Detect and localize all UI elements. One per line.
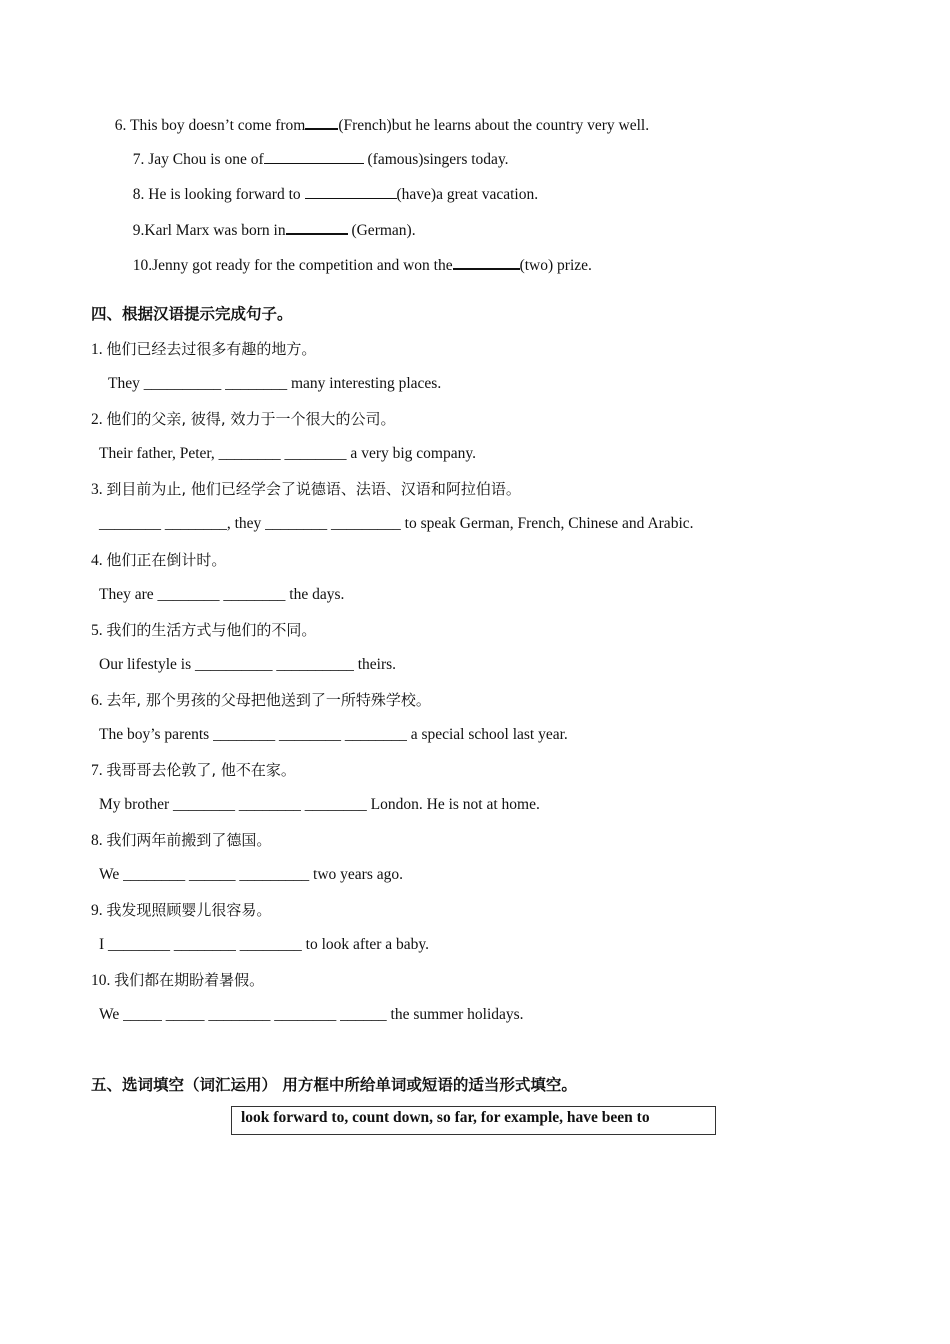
- section4-item-8-chinese: [91, 830, 271, 851]
- section4-item-5-english[interactable]: Our lifestyle is __________ __________ theirs.: [99, 656, 397, 673]
- item-text-after: (French)but he learns about the country very well.: [338, 117, 650, 134]
- item-number: 9.: [132, 222, 145, 239]
- chinese-prompt: 我发现照顾婴儿很容易。: [106, 901, 272, 919]
- section4-item-6-english[interactable]: The boy’s parents ________ ________ ________ a special school last year.: [99, 726, 568, 743]
- fill-item-10: [125, 234, 592, 276]
- section4-item-2-chinese: [91, 409, 395, 430]
- item-text-after: (two) prize.: [519, 257, 592, 274]
- item-number: 3.: [91, 481, 103, 498]
- answer-blank[interactable]: [264, 149, 364, 164]
- chinese-prompt: 他们正在倒计时。: [106, 551, 227, 569]
- section4-item-2-english[interactable]: Their father, Peter, ________ ________ a very big company.: [99, 445, 476, 462]
- section-5-heading: 五、选词填空（词汇运用） 用方框中所给单词或短语的适当形式填空。: [91, 1076, 577, 1094]
- section4-item-7-english[interactable]: My brother ________ ________ ________ London. He is not at home.: [99, 796, 540, 813]
- item-number: 10.: [132, 257, 153, 274]
- item-number: 8.: [91, 832, 103, 849]
- item-number: 8.: [132, 186, 145, 203]
- section4-item-3-chinese: [91, 479, 521, 500]
- section4-item-10-english[interactable]: We _____ _____ ________ ________ ______ the summer holidays.: [99, 1006, 524, 1023]
- word-bank-box: look forward to, count down, so far, for example, have been to: [231, 1106, 716, 1135]
- item-text-before: Jay Chou is one of: [148, 151, 264, 168]
- section4-item-10-chinese: [91, 970, 264, 991]
- answer-blank[interactable]: [305, 114, 338, 130]
- chinese-prompt: 去年, 那个男孩的父母把他送到了一所特殊学校。: [106, 691, 431, 709]
- section4-item-8-english[interactable]: We ________ ______ _________ two years ago.: [99, 866, 403, 883]
- answer-blank[interactable]: [286, 219, 348, 235]
- item-number: 1.: [91, 341, 103, 358]
- item-number: 6.: [114, 117, 127, 134]
- chinese-prompt: 他们已经去过很多有趣的地方。: [106, 340, 317, 358]
- chinese-prompt: 我们的生活方式与他们的不同。: [106, 621, 317, 639]
- item-number: 4.: [91, 552, 103, 569]
- section4-item-1-chinese: [91, 339, 316, 360]
- item-text-after: (German).: [347, 222, 416, 239]
- item-text-before: He is looking forward to: [148, 186, 305, 203]
- section4-item-7-chinese: [91, 760, 296, 781]
- item-number: 5.: [91, 622, 103, 639]
- answer-blank[interactable]: [453, 254, 520, 270]
- item-number: 2.: [91, 411, 103, 428]
- chinese-prompt: 到目前为止, 他们已经学会了说德语、法语、汉语和阿拉伯语。: [106, 480, 521, 498]
- item-number: 7.: [91, 762, 103, 779]
- item-text-after: (have)a great vacation.: [396, 186, 539, 203]
- chinese-prompt: 我们都在期盼着暑假。: [114, 971, 265, 989]
- section4-item-1-english[interactable]: They __________ ________ many interesting places.: [108, 375, 442, 392]
- section4-item-9-english[interactable]: I ________ ________ ________ to look after a baby.: [99, 936, 430, 953]
- item-number: 6.: [91, 692, 103, 709]
- item-number: 9.: [91, 902, 103, 919]
- chinese-prompt: 我哥哥去伦敦了, 他不在家。: [106, 761, 296, 779]
- item-number: 10.: [91, 972, 111, 989]
- section4-item-3-english[interactable]: ________ ________, they ________ _________ to speak German, French, Chinese and Arabic.: [99, 515, 694, 532]
- answer-blank[interactable]: [305, 184, 397, 199]
- item-text-after: (famous)singers today.: [363, 151, 509, 168]
- item-text-before: This boy doesn’t come from: [129, 117, 306, 134]
- item-text-before: Karl Marx was born in: [144, 222, 286, 239]
- chinese-prompt: 我们两年前搬到了德国。: [106, 831, 272, 849]
- section4-item-9-chinese: [91, 900, 271, 921]
- section4-item-6-chinese: [91, 690, 431, 711]
- section4-item-5-chinese: [91, 620, 316, 641]
- section4-item-4-chinese: [91, 550, 226, 571]
- chinese-prompt: 他们的父亲, 彼得, 效力于一个很大的公司。: [106, 410, 396, 428]
- section-4-heading: 四、根据汉语提示完成句子。: [91, 305, 293, 323]
- item-text-before: Jenny got ready for the competition and won the: [152, 257, 453, 274]
- section4-item-4-english[interactable]: They are ________ ________ the days.: [99, 586, 345, 603]
- item-number: 7.: [132, 151, 145, 168]
